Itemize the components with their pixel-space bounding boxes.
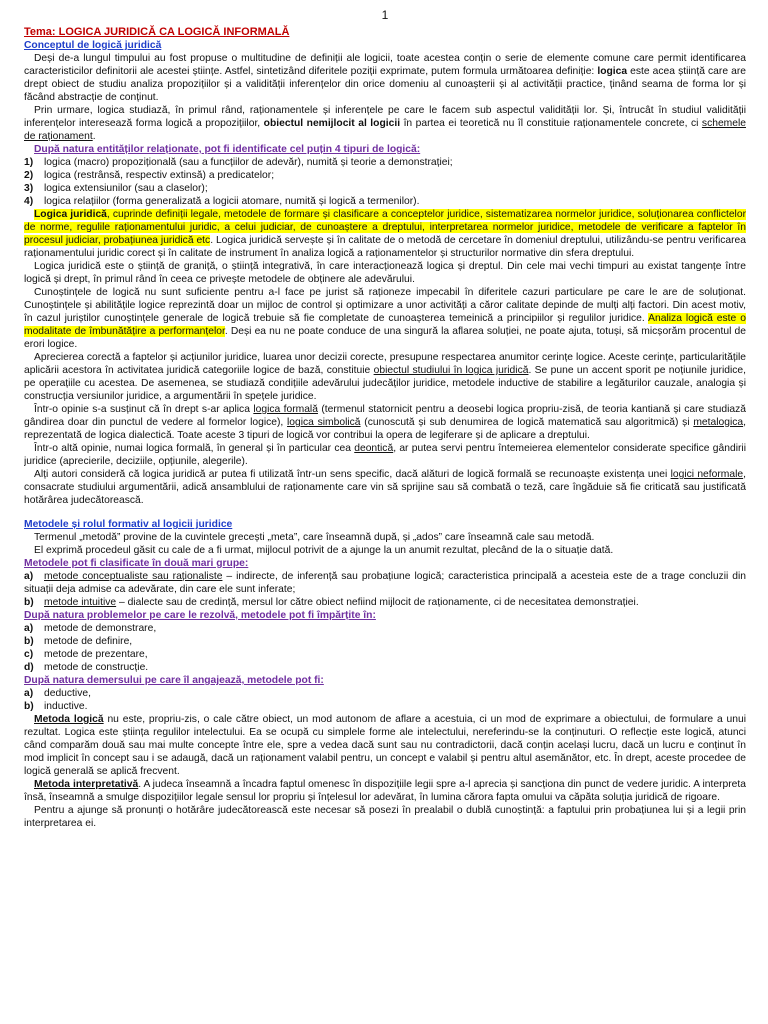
list-text: metode de definire, (44, 636, 133, 647)
list-item (24, 622, 746, 635)
underlined-term: logica simbolică (287, 417, 361, 428)
term-logica: logica (597, 66, 628, 77)
list-marker: 3) (24, 183, 34, 194)
list-item (24, 648, 746, 661)
list-marker: 4) (24, 196, 34, 207)
list-item (24, 195, 746, 208)
text: Prin urmare, logica studiază, în primul rând, raționamentele și inferențele pe care le facem sub aspectul validității lor. Și, întrucât în studiul validității inferențelor interesează forma logică a propozițiilor, (24, 105, 746, 129)
text: (termenul statornicit pentru a deosebi logica propriu-zisă, de teoria kantiană și care studiază gândirea doar din punctul de vedere al formelor logice), (24, 404, 746, 428)
list-marker: a) (24, 571, 34, 582)
paragraph-knowledge (24, 286, 746, 351)
section-heading-concept: Conceptul de logică juridică (24, 40, 162, 51)
paragraph-border-science: Logica juridică este o știință de graniță, o știință integrativă, în care interacționează logica și dreptul. Din cele mai vechi timpuri au existat tangențe între logică și drept, în primul rând în ceea ce privește metodele de obținere ale adevărului. (24, 261, 746, 285)
list-item (24, 182, 746, 195)
list-item (24, 700, 746, 713)
text: în partea ei teoretică nu îl constituie raționamentele concrete, ci (400, 118, 702, 129)
list-text: metode de demonstrare, (44, 623, 157, 634)
list-text: deductive, (44, 688, 91, 699)
term-logic-method: Metoda logică (34, 714, 104, 725)
underlined-term: obiectul studiului în logica juridică (373, 365, 529, 376)
text: (cunoscută și sub denumirea de logică matematică sau algoritmică) și (360, 417, 694, 428)
text: Într-o opinie s-a susținut că în drept s-ar aplica (34, 404, 254, 415)
text: . (92, 131, 96, 142)
document-page (24, 8, 746, 1016)
text: , ar putea servi pentru întemeierea elementelor considerate specifice gândirii juridice (aprecierile, deciziile, opțiunile, alegerile). (24, 443, 746, 467)
list-marker: 1) (24, 157, 34, 168)
subheading-method-groups: Metodele pot fi clasificate în două mari grupe: (24, 558, 249, 569)
paragraph-object (24, 104, 746, 143)
list-text: logica (macro) propozițională (sau a funcțiilor de adevăr), numită și teorie a demonstrației; (44, 157, 453, 168)
underlined-term: metalogica (693, 417, 744, 428)
text: este acea știință care are drept obiect de studiu analiza propozițiilor și a validității inferențelor din orice domeniu al cunoașterii și al activității practice, ținând seama de forma lor și făcând abstracție de conținut. (24, 66, 746, 103)
list-text: metode de construcție. (44, 662, 149, 673)
underlined-term: logici neformale (670, 469, 744, 480)
text: . Logica juridică servește și în calitate de o metodă de cercetare în domeniul dreptului, utilizându-se pentru verificarea raționamentului juridic corect și în calitate de instrument în analiza logică a raționamentelor și structurilor normative din sfera dreptului. (24, 235, 746, 259)
list-text: – dialecte sau de credință, mersul lor către obiect nefiind mijlocit de raționamente, ci de necesitatea demonstrației. (116, 597, 639, 608)
paragraph-opinion-two (24, 442, 746, 468)
underlined-term: deontică (354, 443, 394, 454)
list-marker: a) (24, 688, 34, 699)
term-interpretive-method: Metoda interpretativă (34, 779, 139, 790)
list-marker: b) (24, 701, 34, 712)
underlined-term: logica formală (253, 404, 318, 415)
list-item (24, 596, 746, 609)
section-heading-methods: Metodele și rolul formativ al logicii juridice (24, 519, 233, 530)
approach-methods-list (24, 687, 746, 713)
list-marker: 2) (24, 170, 34, 181)
list-text: – indirecte, de inferență sau probațiune logică; caracteristica principală a acesteia este de a trage concluzii din situații deja admise ca adevărate, din care ele sunt inferate; (24, 571, 746, 595)
problem-methods-list (24, 622, 746, 674)
paragraph-definition (24, 52, 746, 104)
list-marker: a) (24, 623, 34, 634)
list-marker: b) (24, 597, 34, 608)
list-item (24, 635, 746, 648)
highlighted-term: Logica juridică (34, 209, 107, 220)
underlined-term: metode intuitive (44, 597, 117, 608)
text: . Se pune un accent sporit pe noțiunile juridice, pe operațiile cu acestea. De asemenea, se studiază condițiile adevărului judecăților juridice, metodele inductive de stabilire a legăturilor cauzale, analogia și construcția versiunilor juridice, a argumentării în spețele juridice. (24, 365, 746, 402)
text: . Deși ea nu ne poate conduce de una singură la aflarea soluției, ne poate ajuta, totuși, să micșorăm procentul de erori logice. (24, 326, 746, 350)
paragraph-method-meaning: El exprimă procedeul găsit cu cale de a fi urmat, mijlocul potrivit de a ajunge la un anumit rezultat, plecând de la o situație dată. (34, 545, 614, 556)
paragraph-logic-method (24, 713, 746, 778)
list-marker: d) (24, 662, 34, 673)
text: . A judeca înseamnă a încadra faptul omenesc în dispozițiile legii spre a-l aprecia și sancționa din punct de vedere juridic. A interpreta însă, înseamnă a smulge dispozițiilor legale sensul lor propriu și înțelesul lor adevărat, în lumina cărora fapta omului va căpăta soluția juridică de rigoare. (24, 779, 746, 803)
list-text: metode de prezentare, (44, 649, 148, 660)
term-schemes: schemele de raționament (24, 118, 746, 142)
highlighted-text: Analiza logică este o modalitate de îmbunătățire a performanțelor (24, 313, 746, 337)
paragraph-opinion-one (24, 403, 746, 442)
text: Aprecierea corectă a faptelor și acțiunilor juridice, luarea unor decizii corecte, presupune respectarea anumitor cerințe logice. Aceste cerințe, particularitățile aplicării acestora în activitatea juridică categoriile logice de bază, constituie (24, 352, 746, 376)
list-item (24, 169, 746, 182)
list-item (24, 661, 746, 674)
section-gap (24, 507, 746, 518)
paragraph-other-authors (24, 468, 746, 507)
subheading-logic-types: După natura entităților relaționate, pot fi identificate cel puțin 4 tipuri de logică: (34, 144, 421, 155)
list-item (24, 570, 746, 596)
list-item (24, 156, 746, 169)
text: , reprezentată de logica dialectică. Toate aceste 3 tipuri de logică vor contribui la opera de legiferare și de aplicare a dreptului. (24, 417, 746, 441)
list-text: logica (restrânsă, respectiv extinsă) a predicatelor; (44, 170, 275, 181)
term-object: obiectul nemijlocit al logicii (263, 118, 401, 129)
paragraph-conclusion: Pentru a ajunge să pronunți o hotărâre judecătorească este necesar să posezi în prealabil o dublă cunoștință: a faptului prin probațiunea lui și a legii prin interpretarea ei. (24, 805, 746, 829)
page-title: Tema: LOGICA JURIDICĂ CA LOGICĂ INFORMALĂ (24, 26, 290, 38)
list-marker: c) (24, 649, 34, 660)
paragraph-interpretive-method (24, 778, 746, 804)
page-number: 1 (381, 8, 389, 22)
underlined-term: metode conceptualiste sau raționaliste (44, 571, 223, 582)
subheading-approach-types: După natura demersului pe care îl angajează, metodele pot fi: (24, 675, 324, 686)
paragraph-legal-logic (24, 208, 746, 260)
text: Deși de-a lungul timpului au fost propuse o multitudine de definiții ale logicii, toate acestea conțin o serie de elemente comune care permit identificarea caracteristicilor definitorii ale acestei științe. Astfel, sintetizând diferitele poziții exprimate, putem formula următoarea definiție: (24, 53, 746, 77)
list-text: logica extensiunilor (sau a claselor); (44, 183, 208, 194)
list-text: inductive. (44, 701, 88, 712)
text: nu este, propriu-zis, o cale către obiect, un mod autonom de aflare a acestuia, ci un mod de exprimare a obiectului, de formulare a unui rezultat. Logica este știința regulilor intelectului. Ea se ocupă cu simplele forme ale intelectului, nereferindu-se la conținuturi. O reflecție este logică, atunci când comparăm două sau mai multe concepte între ele, spre a vedea dacă sunt sau nu contradictorii, dacă conțin același lucru, dacă un lucru e conținut în mod implicit în concept sau i se adaugă, dacă un raționament valabil pentru, un concept e valabil și pentru altul asemănător, etc. În drept, aceste procedee de logică generală se aplică frecvent. (24, 714, 746, 777)
text: , consacrate studiului argumentării, adică ansamblului de raționamente care vin să sprijine sau să combată o teză, care îngăduie să fie criticată sau justificată hotărârea judecătorească. (24, 469, 746, 506)
text: Cunoștințele de logică nu sunt suficiente pentru a-l face pe jurist să raționeze impecabil în diferitele cazuri particulare pe care le are de soluționat. Cunoștințele și abilitățile logice reprezintă doar un mijloc de control și optimizare a unor activități a căror calitate depinde de mulți alți factori. Din acest motiv, în cazul juriștilor cunoștințele generale de logică trebuie să fie completate de cunoașterea temeinică a principiilor și regulilor juridice. (24, 287, 746, 324)
highlighted-text: , cuprinde definiții legale, metodele de formare și clasificare a conceptelor juridice, sistematizarea normelor juridice, soluționarea conflictelor de norme, regulile raționamentului juridic, a celui judiciar, de cunoaștere a dreptului, interpretarea normelor juridice, metodele de verificare a faptelor în procesul judiciar, probațiunea juridică etc (24, 209, 746, 246)
list-marker: b) (24, 636, 34, 647)
paragraph-assessment (24, 351, 746, 403)
text: Într-o altă opinie, numai logica formală, în general și în particular cea (34, 443, 355, 454)
text: Alți autori consideră că logica juridică ar putea fi utilizată într-un sens specific, dacă alături de logică formală se recunoaște existența unei (34, 469, 671, 480)
list-item (24, 687, 746, 700)
logic-types-list (24, 156, 746, 208)
subheading-problem-types: După natura problemelor pe care le rezolvă, metodele pot fi împărțite în: (24, 610, 376, 621)
list-text: logica relațiilor (forma generalizată a logicii atomare, numită și logică a termenilor). (44, 196, 420, 207)
paragraph-method-term: Termenul „metodă” provine de la cuvintele grecești „meta”, care înseamnă după, și „ados” care înseamnă cale sau metodă. (34, 532, 595, 543)
